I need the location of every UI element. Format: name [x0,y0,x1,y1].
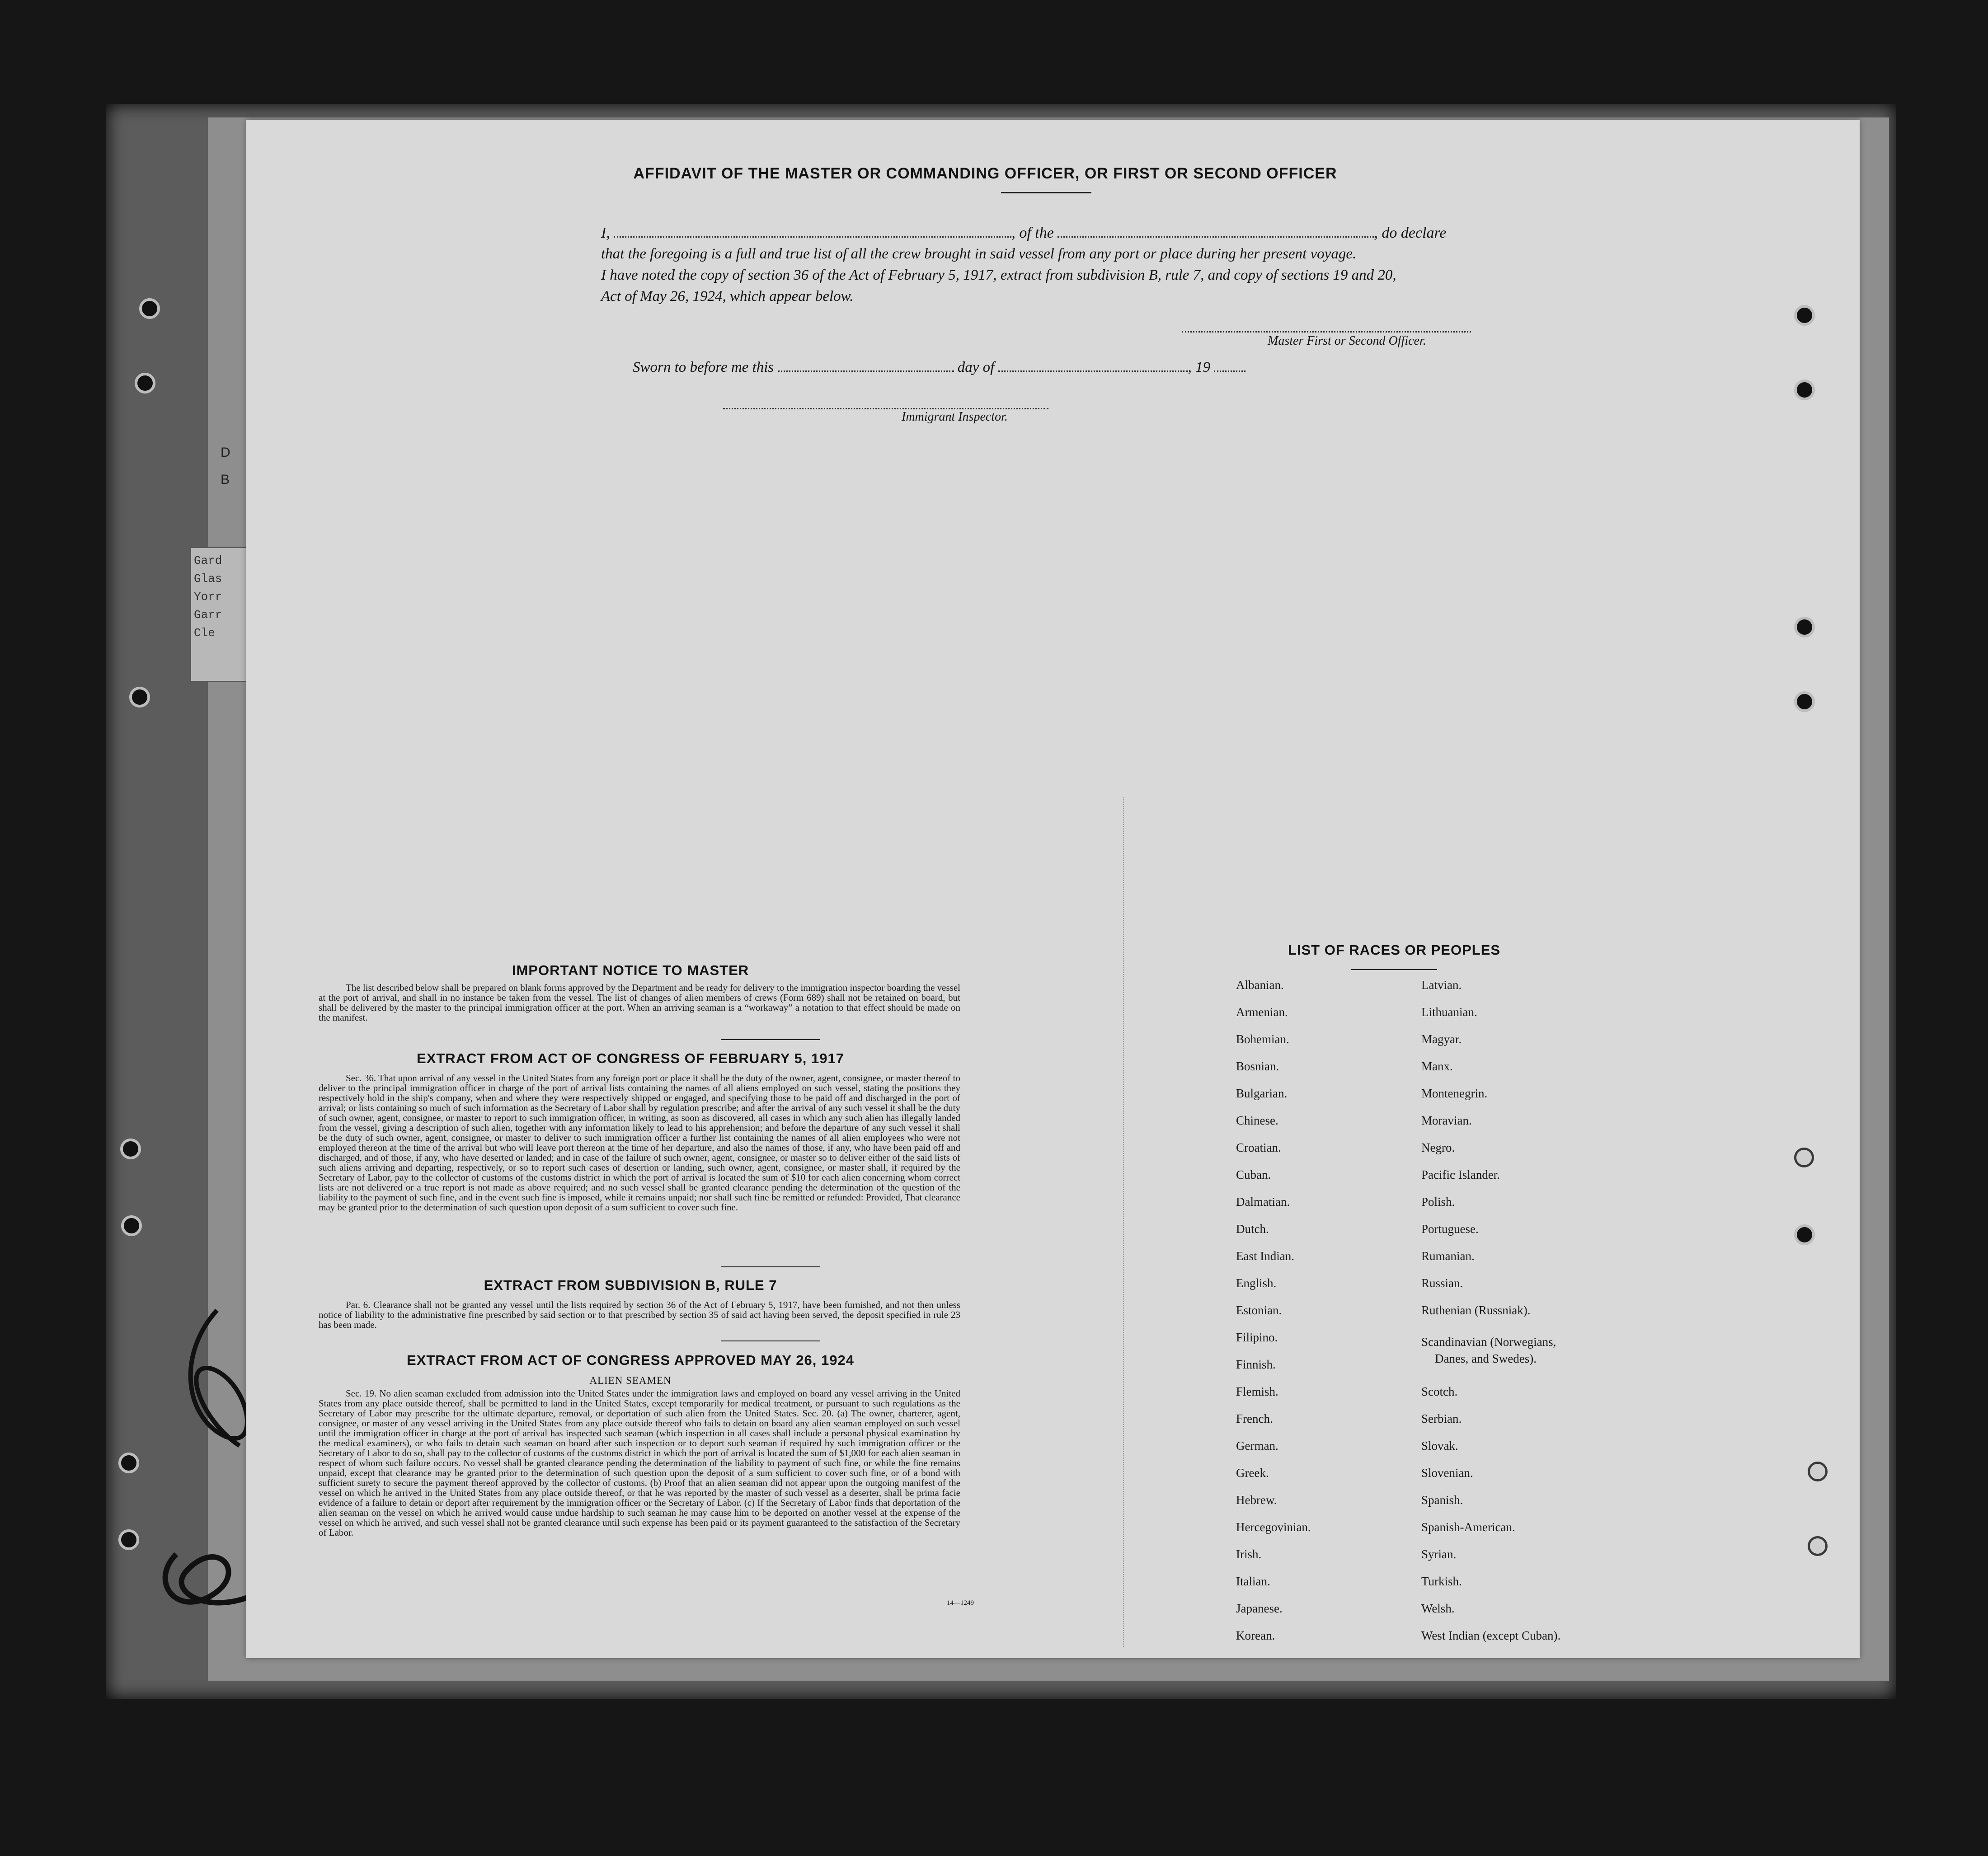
race-entry: Turkish. [1421,1575,1462,1588]
rule7-text: Par. 6. Clearance shall not be granted any vessel until the lists required by section 36 of the Act of February 5, 1917, have been furnished, and not then unless notice of liability to the administrative fine prescribed by said section or to that prescribed by section 35 of said act having been served, the deposit specified in rule 23 has been made. [319,1299,960,1330]
binder-hole [135,373,155,394]
inspector-signature-line [723,408,1048,409]
extract-1917-title: EXTRACT FROM ACT OF CONGRESS OF FEBRUARY 5, 1917 [417,1050,844,1066]
extract-1924-text: Sec. 19. No alien seaman excluded from admission into the United States under the immigration laws and employed on board any vessel arriving in the United States from any place outside thereof, shall be permitted to land in the United States, except temporarily for medical treatment, or pursuant to such regulations as the Secretary of Labor may prescribe for the ultimate departure, removal, or deportation of such alien from the United States. Sec. 20. (a) The owner, charterer, agent, consignee, or master of any vessel arriving in the United States from any place outside thereof who fails to detain on board any alien seaman employed on such vessel until the immigration officer in charge at the port of arrival has inspected such seaman (which inspection in all cases shall include a personal physical examination by the medical examiners), or who fails to detain such seaman on board after such inspection or to deport such seaman if required by such immigration officer or the Secretary of Labor to do so, shall pay to the collector of customs of the customs district in which the port of arrival is located the sum of $1,000 for each alien seaman in respect of whom such failure occurs. No vessel shall be granted clearance pending the determination of the liability to payment of such fine, or while the fine remains unpaid, except that clearance may be granted prior to the determination of such question upon the deposit of a sum sufficient to cover such fine, or of a bond with sufficient surety to secure the payment thereof approved by the collector of customs. (b) Proof that an alien seaman did not appear upon the outgoing manifest of the vessel on which he arrived in the United States from any place outside thereof, or that he was reported by the master of such vessel as a deserter, shall be prima facie evidence of a failure to detain or deport after requirement by the immigration officer or the Secretary of Labor. (c) If the Secretary of Labor finds that deportation of the alien seaman on the vessel on which he arrived would cause undue hardship to such seaman he may cause him to be deported on another vessel at the expense of the vessel on which he arrived, and such vessel shall not be granted clearance until such expense has been paid or its payment guaranteed to the satisfaction of the Secretary of Labor. [319,1388,960,1538]
race-entry: Portuguese. [1421,1222,1479,1236]
race-entry: Armenian. [1236,1005,1288,1019]
margin-tab-line: Gard [194,554,222,567]
affidavit-title: AFFIDAVIT OF THE MASTER OR COMMANDING OFFICER, OR FIRST OR SECOND OFFICER [633,165,1337,182]
races-title-underline [1351,969,1437,970]
name-blank [614,236,1011,238]
race-entry: Spanish-American. [1421,1520,1515,1534]
race-entry: Manx. [1421,1059,1453,1073]
race-entry: German. [1236,1439,1278,1453]
sworn-year: , 19 [1188,359,1211,375]
race-entry: Estonian. [1236,1303,1282,1317]
race-entry: Cuban. [1236,1168,1271,1181]
sworn-day: day of [957,359,995,375]
race-entry: Pacific Islander. [1421,1168,1500,1181]
declaration-of: , of the [1011,225,1054,241]
fold-line [1123,797,1124,1647]
race-entry: Welsh. [1421,1602,1455,1615]
vessel-blank [1057,236,1374,238]
race-entry: Dalmatian. [1236,1195,1290,1209]
race-entry: Filipino. [1236,1331,1278,1344]
race-entry: Serbian. [1421,1412,1462,1425]
race-entry: Polish. [1421,1195,1455,1209]
master-signature-label: Master First or Second Officer. [1268,334,1426,348]
sworn-prefix: Sworn to before me this [633,359,774,375]
extract-1917-text: Sec. 36. That upon arrival of any vessel in the United States from any foreign port or place it shall be the duty of the owner, agent, consignee, or master thereof to deliver to the principal immigration officer in charge of the port of arrival lists containing the names of all aliens employed on such vessel, stating the positions they respectively hold in the ship's company, when and where they were respectively shipped or engaged, and specifying those to be paid off and discharged in the port of arrival; or lists containing so much of such information as the Secretary of Labor shall by regulation prescribe; and after the arrival of any such vessel it shall be the duty of such owner, agent, consignee, or master to report to such immigration officer, in writing, as soon as discovered, all cases in which any such alien has illegally landed from the vessel, giving a description of such alien, together with any information likely to lead to his apprehension; and before the departure of any such vessel it shall be the duty of such owner, agent, consignee, or master to deliver to such immigration officer a further list containing the names of all alien employees who were not employed thereon at the time of the arrival but who will leave port thereon at the time of her departure, and also the names of those, if any, who have been paid off and discharged, and of those, if any, who have deserted or landed; and in case of the failure of such owner, agent, consignee, or master so to deliver either of the said lists of such aliens arriving and departing, respectively, or so to report such cases of desertion or landing, such owner, agent, consignee, or master shall, if required by the Secretary of Labor, pay to the collector of customs of the customs district in which the port of arrival is located the sum of $10 for each alien concerning whom correct lists are not delivered or a true report is not made as above required; and no such vessel shall be granted clearance pending the determination of the question of the liability to the payment of such fine, and in the event such fine is imposed, while it remains unpaid; nor shall such fine be remitted or refunded: Provided, That clearance may be granted prior to the determination of such question upon deposit of a sum sufficient to cover such fine. [319,1073,960,1213]
declaration-i: I, [601,225,610,241]
section-divider [721,1340,820,1341]
race-entry: Montenegrin. [1421,1087,1488,1100]
race-entry: Flemish. [1236,1385,1278,1398]
race-entry: Slovenian. [1421,1466,1473,1480]
sworn-month-blank [998,370,1188,372]
declaration-line-3: I have noted the copy of section 36 of the Act of February 5, 1917, extract from subdivision B, rule 7, and copy of sections 19 and 20, [601,267,1396,283]
race-entry: Russian. [1421,1276,1463,1290]
sworn-line [633,359,1245,376]
binder-hole [118,1529,139,1550]
race-entry: Greek. [1236,1466,1269,1480]
race-entry: Dutch. [1236,1222,1269,1236]
binder-hole [118,1453,139,1473]
race-entry: West Indian (except Cuban). [1421,1629,1561,1642]
punch-hole [1808,1462,1828,1481]
margin-tab-note [190,547,253,682]
race-entry: Hercegovinian. [1236,1520,1311,1534]
race-entry: Lithuanian. [1421,1005,1477,1019]
declaration-line-4: Act of May 26, 1924, which appear below. [601,288,854,305]
race-entry: Irish. [1236,1547,1262,1561]
race-entry: Negro. [1421,1141,1455,1154]
race-entry: Moravian. [1421,1114,1472,1127]
race-entry: Syrian. [1421,1547,1457,1561]
race-entry: French. [1236,1412,1273,1425]
race-entry: Albanian. [1236,978,1284,992]
race-entry: Ruthenian (Russniak). [1421,1303,1531,1317]
race-entry: Croatian. [1236,1141,1281,1154]
notice-text: The list described below shall be prepared on blank forms approved by the Department and be ready for delivery to the immigration inspector boarding the vessel at the port of arrival, and shall in no instance be taken from the vessel. The list of changes of alien members of crews (Form 689) shall not be retained on board, but shall be delivered by the master to the principal immigration officer at the port. When an arriving seaman is a “workaway” a notation to that effect should be made on the manifest. [319,982,960,1023]
binder-hole [129,687,150,708]
race-entry: Latvian. [1421,978,1462,992]
declaration-declare: , do declare [1374,225,1447,241]
race-entry: Bosnian. [1236,1059,1279,1073]
punch-hole [1794,691,1815,712]
margin-letter: B [221,472,230,487]
race-entry: Hebrew. [1236,1493,1277,1507]
race-entry: Spanish. [1421,1493,1463,1507]
race-entry: Bulgarian. [1236,1087,1288,1100]
race-entry: Finnish. [1236,1358,1276,1371]
margin-tab-line: Cle [194,626,215,640]
race-entry: Korean. [1236,1629,1275,1642]
rule7-title: EXTRACT FROM SUBDIVISION B, RULE 7 [484,1277,777,1293]
punch-hole [1808,1536,1828,1556]
margin-letter: D [221,445,230,460]
manifest-affidavit-sheet [246,120,1860,1658]
section-divider [721,1266,820,1267]
margin-tab-line: Yorr [194,590,222,604]
inspector-label: Immigrant Inspector. [902,410,1008,424]
binder-hole [139,298,160,319]
race-entry: Slovak. [1421,1439,1458,1453]
form-number: 14—1249 [947,1599,974,1607]
race-entry: East Indian. [1236,1249,1294,1263]
punch-hole [1794,380,1815,400]
punch-hole [1794,1148,1814,1167]
margin-tab-line: Garr [194,608,222,622]
extract-1924-subtitle: ALIEN SEAMEN [589,1375,672,1386]
race-entry: Magyar. [1421,1032,1462,1046]
race-entry: English. [1236,1276,1277,1290]
extract-1924-title: EXTRACT FROM ACT OF CONGRESS APPROVED MAY 26, 1924 [407,1352,854,1368]
race-entry: Japanese. [1236,1602,1283,1615]
section-divider [721,1039,820,1040]
notice-title: IMPORTANT NOTICE TO MASTER [512,962,749,978]
title-underline [1001,192,1091,193]
binder-hole [120,1139,141,1159]
sworn-date-blank [778,370,954,372]
sworn-year-blank [1214,370,1245,372]
declaration-line-2: that the foregoing is a full and true list of all the crew brought in said vessel from any port or place during her present voyage. [601,246,1357,262]
punch-hole [1794,305,1815,326]
binder-hole [121,1215,142,1236]
declaration-line-1 [601,225,1749,242]
master-signature-line [1182,331,1471,333]
margin-tab-line: Glas [194,572,222,586]
race-entry: Bohemian. [1236,1032,1289,1046]
punch-hole [1794,1224,1815,1245]
race-entry: Italian. [1236,1575,1270,1588]
race-entry: Scandinavian (Norwegians, [1421,1335,1556,1349]
race-entry: Danes, and Swedes). [1435,1352,1537,1365]
race-entry: Scotch. [1421,1385,1458,1398]
races-title: LIST OF RACES OR PEOPLES [1288,942,1501,958]
punch-hole [1794,617,1815,637]
race-entry: Rumanian. [1421,1249,1475,1263]
race-entry: Chinese. [1236,1114,1278,1127]
